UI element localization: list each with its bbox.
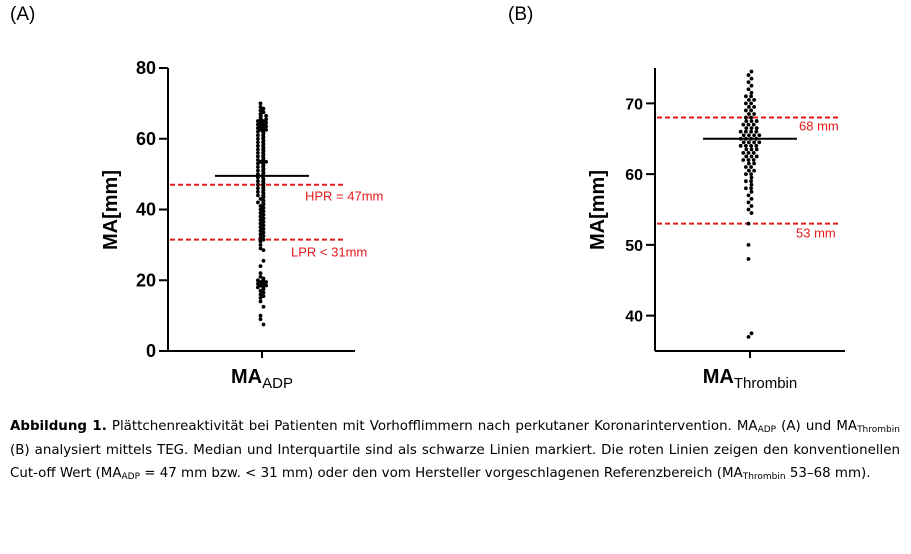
data-point (750, 119, 754, 123)
data-point (750, 70, 754, 74)
data-point (747, 169, 751, 173)
y-axis-label: MA[mm] (100, 170, 122, 250)
data-point (256, 151, 260, 155)
data-point (750, 211, 754, 215)
panel-label-a: (A) (10, 4, 36, 25)
data-point (747, 98, 751, 102)
data-point (747, 87, 751, 91)
data-point (256, 169, 260, 173)
data-point (749, 186, 753, 190)
reference-line-label: 53 mm (796, 225, 836, 241)
data-point (256, 165, 260, 169)
data-point (744, 109, 748, 113)
data-point (259, 300, 263, 304)
data-point (752, 98, 756, 102)
caption-text-3: (B) analysiert mittels TEG. Median und Interquartile sind als schwarze Linien markiert. Die roten Linien zeigen den konventionellen Cut-off Wert (MA (10, 442, 900, 481)
y-tick-label: 20 (135, 270, 156, 291)
data-point (256, 186, 260, 190)
data-point (750, 204, 754, 208)
data-point (744, 179, 748, 183)
chart-panel-b (587, 68, 845, 392)
data-point (750, 190, 754, 194)
data-point (750, 183, 754, 187)
data-point (259, 275, 263, 279)
data-point (259, 105, 263, 109)
data-point (747, 140, 751, 144)
data-point (755, 155, 759, 159)
caption-text-4: = 47 mm bzw. < 31 mm) oder den vom Hersteller vorgeschlagenen Referenzbereich (MA (140, 466, 743, 481)
data-point (742, 133, 746, 137)
data-point (752, 112, 756, 116)
data-point (262, 259, 266, 263)
data-point (744, 116, 748, 120)
data-point (256, 190, 260, 194)
data-point (259, 243, 263, 247)
data-point (750, 84, 754, 88)
data-point (754, 144, 758, 148)
data-point (747, 335, 751, 339)
data-point (739, 130, 743, 134)
caption-text-2: (A) und MA (776, 419, 858, 434)
data-point (755, 126, 759, 130)
data-point (741, 158, 745, 162)
data-point (256, 144, 260, 148)
data-point (744, 94, 748, 98)
data-point (749, 101, 753, 105)
data-point (750, 126, 754, 130)
data-point (752, 123, 756, 127)
data-point (256, 140, 260, 144)
data-point (262, 305, 266, 309)
caption-sub-1: ADP (757, 425, 777, 435)
x-axis-label-main: MA (702, 366, 734, 388)
caption-sub-2: Thrombin (857, 425, 900, 435)
data-point (757, 133, 761, 137)
data-point (259, 264, 263, 268)
data-point (747, 243, 751, 247)
data-point (747, 158, 751, 162)
panel-label-b: (B) (508, 4, 534, 25)
data-point (747, 208, 751, 212)
x-axis-label-main: MA (231, 366, 263, 388)
data-point (259, 317, 263, 321)
data-point (744, 119, 748, 123)
data-point (744, 144, 748, 148)
data-point (256, 147, 260, 151)
data-point (752, 133, 756, 137)
data-point (256, 179, 260, 183)
data-point (747, 112, 751, 116)
data-point (747, 123, 751, 127)
data-point (256, 137, 260, 141)
data-point (256, 133, 260, 137)
y-tick-label: 50 (625, 237, 643, 255)
data-point (256, 201, 260, 205)
y-tick-label: 60 (135, 128, 156, 149)
data-point (259, 314, 263, 318)
data-point (747, 80, 751, 84)
data-point (256, 278, 260, 282)
chart-panel-a (100, 58, 383, 392)
data-point (256, 183, 260, 187)
data-point (755, 119, 759, 123)
data-point (744, 126, 748, 130)
data-point (747, 151, 751, 155)
reference-line-label: HPR = 47mm (305, 188, 384, 204)
data-point (264, 117, 268, 121)
caption-sub-3: ADP (121, 472, 141, 482)
data-point (259, 271, 263, 275)
data-point (741, 151, 745, 155)
data-point (747, 133, 751, 137)
figure-caption (10, 415, 900, 486)
caption-text-1: Plättchenreaktivität bei Patienten mit Vorhofflimmern nach perkutaner Koronarintervention. MA (106, 419, 758, 434)
y-tick-label: 70 (625, 96, 643, 114)
y-tick-label: 0 (145, 341, 156, 361)
data-point (256, 155, 260, 159)
caption-bold-prefix: Abbildung 1. (10, 419, 107, 434)
data-point (744, 147, 748, 151)
data-point (752, 162, 756, 166)
data-point (259, 247, 263, 251)
data-point (754, 130, 758, 134)
data-point (752, 105, 756, 109)
caption-text-5: 53–68 mm). (785, 466, 871, 481)
data-point (749, 130, 753, 134)
data-point (747, 193, 751, 197)
data-point (750, 197, 754, 201)
data-point (747, 201, 751, 205)
data-point (750, 331, 754, 335)
data-point (750, 147, 754, 151)
y-tick-label: 40 (135, 199, 156, 220)
data-point (749, 94, 753, 98)
data-point (752, 151, 756, 155)
data-point (750, 155, 754, 159)
data-point (750, 91, 754, 95)
reference-line-label: LPR < 31mm (291, 244, 368, 260)
data-point (752, 169, 756, 173)
data-point (744, 186, 748, 190)
x-axis-label-sub: ADP (262, 375, 293, 392)
y-tick-label: 60 (625, 167, 643, 185)
data-point (747, 73, 751, 77)
data-point (747, 257, 751, 261)
data-point (741, 123, 745, 127)
data-point (752, 158, 756, 162)
data-point (749, 179, 753, 183)
data-point (757, 140, 761, 144)
data-point (264, 114, 268, 118)
x-axis-label (231, 366, 293, 392)
caption-sub-4: Thrombin (742, 472, 786, 482)
data-point (747, 222, 751, 226)
data-point (744, 172, 748, 176)
data-point (750, 77, 754, 81)
data-point (262, 323, 266, 327)
data-point (752, 140, 756, 144)
data-point (747, 162, 751, 166)
data-point (749, 165, 753, 169)
data-point (744, 165, 748, 169)
data-point (256, 193, 260, 197)
x-axis-label (703, 366, 797, 392)
data-point (739, 144, 743, 148)
data-point (749, 109, 753, 113)
data-point (749, 144, 753, 148)
y-axis-label: MA[mm] (587, 170, 609, 250)
data-point (749, 172, 753, 176)
data-point (256, 158, 260, 162)
data-point (744, 101, 748, 105)
data-point (744, 130, 748, 134)
y-tick-label: 40 (625, 308, 643, 326)
data-point (749, 116, 753, 120)
data-point (259, 101, 263, 105)
y-tick-label: 80 (135, 58, 156, 78)
reference-line-label: 68 mm (799, 118, 839, 134)
data-point (755, 147, 759, 151)
x-axis-label-sub: Thrombin (733, 375, 798, 392)
data-point (744, 155, 748, 159)
data-point (742, 140, 746, 144)
data-point (750, 176, 754, 180)
data-point (747, 105, 751, 109)
